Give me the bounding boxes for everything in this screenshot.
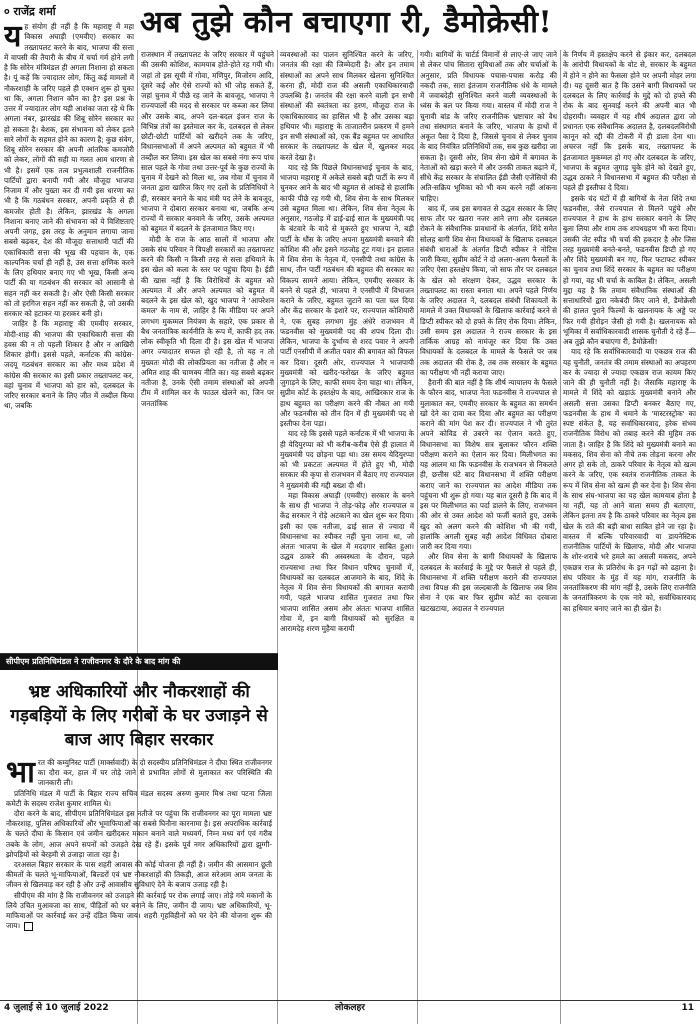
drop-cap: य xyxy=(4,22,22,54)
column-divider xyxy=(417,50,418,1024)
end-mark-icon xyxy=(24,922,33,931)
article-paragraph: इसके चंद घंटों में ही बागियों के नेता शिंदे तथा फडनवीस, जैसे राज्यपाल से मिलने पहुंचे और राज्यपाल ने हाथ के हाथ सरकार बनाने के लिए बुला लिया और शाम तक शपथग्रहण भी करा दिया। उसकी जेट स्पीड भी चर्चा की हकदार है और जिस तरह मुख्यमंत्री बनते-बनते, फडनवीस डिप्टी हो गए और शिंदे मुख्यमंत्री बन गए, फिर फटाफट स्पीकर का चुनाव तथा शिंदे सरकार के बहुमत का परीक्षण हो गया, वह भी चर्चा के काबिल है। लेकिन, असली मुद्दा यह है कि तमाम संवैधानिक संस्थाओं की सत्ताधारियों द्वारा नकेबंदी किए जाने से, डैमोक्रेसी की हालत पुराने फिल्मों के खलनायक के अड्डे पर फिर गयी हीरोइन जैसी हो गयी है। खलनायक को भूमिका में सर्वाधिकारवादी शासक चुनौती दे रहे हैं—अब तुझे कौन बचाएगा री, डैमोक्रेसी! xyxy=(563,193,696,346)
issue-date: 4 जुलाई से 10 जुलाई 2022 xyxy=(4,1003,109,1013)
article-column-4 xyxy=(420,50,557,1026)
article-text: ह संयोग ही नहीं है कि महाराष्ट्र में महा विकास अघाड़ी (एमवीए) सरकार का तख्तापलट करने के बाद, भाजपा की सत्ता में वापसी की तैयारी के बीच में चर्चा गर्म होने लगी है कि सोरेन मंत्रिमंडल ही अगला निशाना हो सकता है। यूं कहें कि ज्यादातर लोग, किंतु कई मामलों में नौकरशाही के जरिए पहले ही एक्शन शुरू हो चुका था कि, अगला निशान कौन का है? इस प्रश्न के उत्तर में ज्यादातर लोग यही आशंका जता रहे थे कि अगला नंबर, झारखंड की शिबू सोरेन सरकार का हो सकता है। बेशक, इस संभावना को लेकर इतने सारे लोगों के सहमत होने का कारण है; कुछ संवेग, शिबू सोरेन सरकार की अपनी आंतरिक कमजोरी को लेकर, लोगों की सही या गलत आम धारणा से भी है। इसमें एक तत्व प्रभुत्वशाली राजनीतिक पार्टियों द्वारा बनायी गयी और मौजूदा भाजपा निजाम में और पुख्ता कर दी गयी इस धारणा का भी है कि गठबंधन सरकार, अपनी प्रकृति से ही कमजोर होती है। लेकिन, झारखंड के अगला निशाना बनाए जाने की संभावना को ये विशिष्टताएं अपनी जगह, इस तरह के अनुमान लगाया जाना सबसे बढ़कर, देश की मौजूदा सत्ताधारी पार्टी की एकाधिकारी सत्ता की भूख की पहचान के, एक काल्पनिक चर्चा ही नहीं है, उस सत्ता क्षणिक करने के लिए हथियार बनाए गए भी भूख, किसी अन्य पार्टी की या गठबंधन की सरकार को आसानी से सहन नहीं कर सकती है। और ऐसी किसी सरकार को तो हरगिज सहन नहीं कर सकती है, जो उसकी सरकार को हटाकर या हराकर बनी हो। xyxy=(4,22,134,318)
news-box xyxy=(0,653,278,996)
article-paragraph: जाहिर है कि महाराष्ट्र की एमवीए सरकार, मोदी-शाह की भाजपा की एकाधिकारी सत्ता की हवस की न तो पहली शिकार है और न आखिरी शिकार होगी। इससे पहले, कर्नाटक की कांग्रेस-जदयू गठबंधन सरकार का और मध्य प्रदेश में कांग्रेस की सरकार का इसी प्रकार तख्तापलट कर, वहां चुनाव में भाजपा को हार को, दलबदल के जरिए सरकार बनाने के लिए जीत में तब्दील किया था, जबकि xyxy=(4,319,134,411)
drop-cap: भा xyxy=(6,755,35,790)
article-paragraph: बाद में, जब इस बगावत से उद्धव सरकार के लिए साफ तौर पर खतरा नजर आने लगा और दलबदल रोकने के संवैधानिक प्रावधानों के अंतर्गत, शिंदे समेत सोलह बागी शिव सेना विधायकों के खिलाफ दलबदल संबंधी धाराओं के अंतर्गत डिप्टी स्पीकर ने नोटिस जारी किया, सुप्रीम कोर्ट ने दो अलग-अलग फैसलों के जरिए ऐसा हस्तक्षेप किया, जो साफ तौर पर दलबदल के खेल को संरक्षण देकर, उद्धव सरकार के तख्तापलट का रास्ता बनाता था। अपने पहले निर्णय के जरिए अदालत ने, दलबदल संबंधी शिकायतों के मामले में उक्त विधायकों के खिलाफ कार्रवाई करने से डिप्टी स्पीकर को दो हफ्ते के लिए रोक दिया। लेकिन, उसी समय इस अदालत ने राज्य सरकार के इस तार्किक आग्रह को नामंजूर कर दिया कि उक्त विधायकों के दलबदल के मामले के फैसले पर जब तक अदालत की रोक है, तब तक सरकार के बहुमत का परीक्षण भी नहीं कराया जाए। xyxy=(420,203,557,377)
byline: ० राजेंद्र शर्मा xyxy=(4,5,56,18)
article-column-1 xyxy=(4,22,134,642)
box-body xyxy=(0,755,278,931)
article-column-3 xyxy=(280,50,414,1026)
article-paragraph: गयी। बागियों के चार्टर्ड विमानों से लाए-ले जाए जाने से लेकर पांच सितारा सुविधाओं तक और चर्चाओं के अनुसार, प्रति विधायक पचास-पचास करोड़ की नकदी तक, सारा इंतजाम राजनीतिक धंधे के मामले में जवाबदेही सुनिश्चित करने वाली व्यवस्थाओं के ध्वंस के बल पर किया गया। वास्तव में मोदी राज ने चुनावी बांड के जरिए राजनीतिक भ्रष्टाचार को वैध तथा संस्थागत बनाने के जरिए, भाजपा के हाथों में अकूत पैसा दे दिया है, जिससे चुनाव से लेकर चुनाव के बाद नियंत्रित प्रतिनिधियों तक, सब कुछ खरीदा जा सकता है। दूसरी ओर, शिव सेना खेमे में बगावत के नेताओं को खड़ा करने में और उनकी ताकत बढ़ाने में, सीधे केंद्र सरकार के संचालित ईडी जैसी एजेंसियों की अति-सक्रिय भूमिका को भी कम करने नहीं आंकना चाहिए। xyxy=(420,50,557,203)
article-paragraph: याद रहे कि सर्वाधिकारवादी या एकछत्र राज की यह चुनौती, जनतंत्र की तमाम संस्थाओं का अपहरण कर के ज्यादा से ज्यादा एकछत्र राज कायम किए जाने की ही चुनौती नहीं है। जैसाकि महाराष्ट्र के मामले में शिंदे को खड़ाऊं मुख्यमंत्री बनाने और असली सत्ता उसका डिप्टी बनकर बैठाए गए, फडनवीस के हाथ में थमाने के 'मास्टरस्ट्रोक' का स्पष्ट संकेत है, यह सर्वाधिकारवाद, हरेक संभव राजनीतिक विरोध को तबाह करने की मुहिम तक जाता है। जाहिर है कि शिंदे को मुख्यमंत्री बनाने का मकसद, शिव सेना को नीचे तक तोड़ना करना और अगर हो सके तो, ठाकरे परिवार के नेतृत्व को खत्म करने के जरिए, एक स्वतंत्र राजनीतिक ताकत के रूप में शिव सेना को खत्म ही कर देना है। शिव सेना के साथ संघ-भाजपा का यह खेल कामयाब होता है या नहीं, यह तो आने वाला समय ही बताएगा, लेकिन इतना तय है कि ठाकरे परिवार का नेतृत्व इस खेल के राते की बड़ी बाधा साबित होने जा रहा है। वास्तव में बल्कि परिवारवादी या डायनेस्टिक राजनीतिक पार्टियों के खिलाफ, मोदी और भाजपा के शोर-शराबे भरे हमले का असली मकसद, अपने एकछत्र राज के प्रतिरोध के इन गढ़ों को ढहाना है। संघ परिवार के मुंह में यह मांग, राजनीति के जनतांत्रिकरण की मांग नहीं है, उसके लिए राजनीति के जनतांत्रिकरण के एक नारे को, सर्वाधिकारवाद का हथियार बनाए जाने का ही खेल है। xyxy=(563,347,696,613)
box-text: रत की कम्युनिस्ट पार्टी (मार्क्सवादी) के दो सदस्यीय प्रतिनिधिमंडल ने दीघा स्थित राजीवनगर का दौरा कर, हाल में घर तोड़े जाने से प्रभावित लोगों से मुलाकात कर परिस्थिति की जानकारी ली। xyxy=(37,758,272,788)
box-paragraph: दरअसल बिहार सरकार के पास शहरी आवास की कोई योजना ही नहीं है। जमीन की आसमान छूती कीमतों के चलते भू-माफियाओं, बिल्डरों एवं भ्रष्ट नौकरशाहों की तिकड़ी, आज सरेआम आम जनता के जीवन से खिलवाड़ कर रही है और उन्हें आवासीय सुविधाएं देने के बजाय उजाड़ रही है। xyxy=(6,860,272,890)
article-paragraph: याद रहे कि इससे पहले कर्नाटक में भी भाजपा के ही येदियुरप्पा को भी करीब-करीब ऐसे ही हालात में मुख्यमंत्री पद छोड़ना पड़ा था। उस समय येदियुरप्पा को भी प्रकटतः अल्पमत में होते हुए भी, मोदी सरकार की कृपा से राजभवन में बैठाए गए राज्यपाल ने मुख्यमंत्री की गद्दी बख्श दी थी। xyxy=(280,429,414,490)
box-kicker: सीपीएम प्रतिनिधिमंडल ने राजीवनगर के दौरे के बाद मांग की xyxy=(0,654,278,670)
newspaper-name: लोकलहर xyxy=(335,1003,365,1013)
article-paragraph: महा विकास अघाड़ी (एमवीए) सरकार के बनने के साथ ही भाजपा ने तोड़-फोड़ और राज्यपाल व केंद्र सरकार ने रोड़े अटकाने का खेल शुरू कर दिया। इसी का एक नतीजा, ढाई साल से ज्यादा में विधानसभा का स्पीकर नहीं चुना जाना था, जो अंततः भाजपा के खेल में मददगार साबित हुआ। उद्धव ठाकरे की अस्वस्थता के दौरान, पहले राज्यसभा तथा फिर विधान परिषद चुनावों में, विधायकों का दलबदल आजमाने के बाद, शिंदे के नेतृत्व में शिव सेना विधायकों की बगावत करायी गयी, पहले भाजपा शासित गुजरात तथा फिर भाजपा शासित असम और अंततः भाजपा शासित गोवा में, इन बागी विधायकों को सुरक्षित व आरामदेह शरण मुहैया करायी xyxy=(280,490,414,633)
box-paragraph: प्रतिनिधि मंडल में पार्टी के बिहार राज्य सचिव मंडल सदस्य अरुण कुमार मिश्र तथा पटना जिला कमेटी के सदस्य राजेश कुमार शामिल थे। xyxy=(6,788,272,808)
box-headline: भ्रष्ट अधिकारियों और नौकरशाहों की गड़बड़ियों के लिए गरीबों के घर उजाड़ने से बाज आए बिहार सरकार xyxy=(10,682,268,750)
article-paragraph: मोदी के राज के आठ सालों में भाजपा और उसके संघ परिवार ने विपक्षी सरकारों का तख्तापलट करने की किसी न किसी तरह से सत्ता हथियाने के इस खेल को कला के स्तर पर पहुंचा दिया है। ईडी की खास नहीं है कि विरोधियों के बहुमत को अल्पमत में और अपने अल्पमत को बहुमत में बदलने के इस खेल को, खुद भाजपा ने 'आपरेशन कमल' के नाम से, जाहिर है कि मीडिया पर अपने लगभग मुकम्मल नियंत्रण के सहारे, एक प्रकार से बैध जनतांत्रिक कार्यनीति के रूप में, काफी हद तक लोक स्वीकृति भी दिला दी है। इस खेल में भाजपा अगर ज्यादातर सफल हो रही है, तो यह न तो मुख्यतः मोदी की लोकप्रियता का नतीजा है और न अमित शाह की चाणक्य नीति का। यह सबसे बढ़कर नतीजा है, उनके ऐसी तमाम संस्थाओं को अपनी टीम में शामिल कर के फाउल खेलने का, जिन पर जनतांत्रिक xyxy=(141,234,274,408)
article-paragraph: और शिव सेना के बागी विधायकों के खिलाफ दलबदल के कार्रवाई के मुद्दे पर फैसले से पहले ही, विधानसभा में शक्ति परीक्षण कराने की राज्यपाल तथा विपक्ष की इस जल्दबाजी के खिलाफ जब शिव सेना ने एक बार फिर सुप्रीम कोर्ट का दरवाजा खटखटाया, अदालत ने राज्यपाल xyxy=(420,552,557,613)
box-paragraph: दौरा करने के बाद, सीपीएम प्रतिनिधिमंडल इस नतीजे पर पहुंचा कि राजीवनगर का पूरा मामला भ्रष्ट नौकरशाह, पुलिस अधिकारियों और भूमाफियाओं का सबसे घिनौना कारनामा है। इस अपराधिक कार्रवाई के चलते दीघा के किसान एवं जमीन खरीदकर मकान बनाने वाले मध्यवर्ग, निम्न मध्य वर्ग एवं गरीब तबके के लोग, आज अपने सपनों को उजड़ते देख रहे हैं। इसके पूर्व नगर अधिकारियों द्वारा झुग्गी-झोपड़ियों को बेरहमी से उजाड़ा जाता रहा है। xyxy=(6,809,272,859)
page-number: 11 xyxy=(681,1003,694,1013)
column-divider xyxy=(560,50,561,1024)
article-paragraph: याद रहे कि पिछले विधानसभाई चुनाव के बाद, भाजपा महाराष्ट्र में अकेले सबसे बड़ी पार्टी के रूप में चुनकर आने के बाद भी बहुमत से आंकड़े से हालांकि काफी पीछे रह गयी थी, शिव सेना के साथ मिलकर उसे बहुमत मिला था। लेकिन, शिव सेना नेतृत्व के अनुसार, गठजोड़ में ढाई-ढाई साल के मुख्यमंत्री पद के बंटवारे के वादे से मुकरते हुए भाजपा ने, बड़ी पार्टी के धौंस के जरिए अपना मुख्यमंत्री बनवाने की कोशिश की और इसने गठजोड़ टूट गया। इन हालात में शिव सेना के नेतृत्व में, एनसीपी तथा कांग्रेस के साथ, तीन पार्टी गठबंधन की बहुमत की सरकार का विकल्प सामने आया। लेकिन, एमवीए सरकार के बनने से पहले ही, भाजपा ने एनसीपी में विभाजन कराने के जरिए, बहुमत जुटाने का पता चल दिया और केंद्र सरकार के इशारे पर, राज्यपाल कोशियारी ने, एक सुबह लगभग मुंह अंधेरे राजभवन में फडनवीस को मुख्यमंत्री पद की शपथ दिला दी। लेकिन, भाजपा के दुर्भाग्य से शरद पवार ने अपनी पार्टी एनसीपी में अजीत पवार की बगावत को विफल कर दिया। दूसरी ओर, राज्यपाल ने भाजपायी मुख्यमंत्री को खरीद-फरोख्त के जरिए बहुमत जुगाड़ने के लिए, काफी समय देना चाहा था। लेकिन, सुप्रीम कोर्ट के हस्तक्षेप के बाद, आखिरकार राज के हाथ बहुमत का परीक्षण करने की नौबत आ गयी और फडनवीस को तीन दिन में ही मुख्यमंत्री पद से इस्तीफा देना पड़ा। xyxy=(280,162,414,428)
article-column-5 xyxy=(563,50,696,1026)
page-footer xyxy=(0,1000,700,1016)
page-title: अब तुझे कौन बचाएगा री, डैमोक्रेसी! xyxy=(140,5,553,40)
article-paragraph: व्यवस्थाओं का पालन सुनिश्चित करने के जरिए, जनतंत्र की रक्षा की जिम्मेदारी है। और इन तमाम संस्थाओं का अपने साथ मिलकर खेलना सुनिश्चित करना ही, मोदी राज की असली एकाधिकारवादी उपलब्धि है। जनतंत्र की रक्षा करने वाली इन सभी संस्थाओं की स्वतंत्रता का हरण, मौजूदा राज के एकाधिकारवाद का हासिल भी है और उसका बड़ा हथियार भी। महाराष्ट्र के ताजातरीन प्रकरण में हमने इन सभी संस्थाओं को, एक बैंड बहुमत पर आधारित सरकार के तख्तापलट के खेल में, खुलकर मदद करते देखा है। xyxy=(280,50,414,162)
article-paragraph: हैरानी की बात नहीं है कि शीर्ष न्यायालय के फैसले के फौरन बाद, भाजपा नेता फडनवीस ने राज्यपाल से मुलाकात कर, एमवीए सरकार के बहुमत का समर्थन खो देने का दावा कर दिया और बहुमत का परीक्षण कराने की मांग पेश कर दी। राज्यपाल ने भी तुरंत अपने कोविड से उबरने का ऐलान करते हुए, विधानसभा का विशेष सत्र बुलाकर फौरन शक्ति परीक्षण कराने का ऐलान कर दिया। मिलीभगत का यह आलम था कि फडनवीस के राजभवन से निकलते ही, छत्तीस घंटे बाद विधानसभा में शक्ति परीक्षण कराए जाने का राज्यपाल का आदेश मीडिया तक पहुंचना भी शुरू हो गया। यह बात दूसरी है कि बाद में इस पर मिलीभगत का पर्दा डालने के लिए, राजभवन की ओर से उक्त आदेश को फर्जी बताते हुए, उसके खुद को अलग करने की कोशिश भी की गयी, हालांकि अगली सुबह वही आदेश विधिवत दोबारा जारी कर दिया गया। xyxy=(420,378,557,551)
article-paragraph: राजस्थान में तख्तापलट के जरिए सरकार में पहुंचने की उसकी कोशिश, कामयाब होते-होते रह गयी थी। जहां तो इस सूची में गोवा, मणिपुर, मिजोरम आदि, दूसरे कई और ऐसे राज्यों को भी जोड़ सकते हैं, जहां चुनाव में पीछे रह जाने के बावजूद, भाजपा ने राज्यपालों की मदद से सरकार पर कब्जा कर लिया और उसके बाद, अपने दल-बदल इंजन राज के विभिन्न तंत्रों का इस्तेमाल कर के, दलबदल से लेकर छोटी-छोटी पार्टियों को खरीदने तक के जरिए, विधानसभाओं में अपने अल्पमत को बहुमत में भी तब्दील कर लिया। इस खेल का सबसे नंगा रूप पांच साल पहले के गोवा तथा उत्तर-पूर्व के कुछ राज्यों के चुनाव में देखने को मिला था, जब गोवा में चुनाव में जनता द्वारा खारिज किए गए दलों के प्रतिनिधियों ने ही, सरकार बनाने के बाद मंत्री पद लेने के बावजूद, भाजपा ने दोबारा सरकार बनाया था, जबकि अन्य राज्यों में सरकार बनवाने के जरिए, उसके अल्पमत को बहुमत में बदलने के इंतजामात किए गए। xyxy=(141,50,274,234)
box-paragraph: सीपीएम की मांग है कि राजीवनगर को उजाड़ने की कार्रवाई पर रोक लगाई जाए। तोड़े गये मकानों के लिये उचित मुआवजा का साथ, पीड़ितों को घर बनाने के लिए, जमीन दी जाय। भ्रष्ट अधिकारियों, भू-माफियाओं पर कार्रवाई कर उन्हें दंडित किया जाय। शहरी गृहविहीनों को घर देने की योजना शुरू की जाय। xyxy=(6,890,272,931)
article-paragraph: के निर्णय में हस्तक्षेप करने से इंकार कर, दलबदल के आरोपी विधायकों के वोट से, सरकार के बहुमत में होने न होने का फैसला होने पर अपनी मोहर लगा दी। यह दूसरी बात है कि उसने बागी विधायकों पर दलबदल के लिए कार्रवाई के मुद्दे को दो हफ्ते की रोक के बाद सुनवाई करने की अपनी बात भी दोहरायी। व्यवहार में यह शीर्ष अदालत द्वारा जो प्रधानतः एक संवैधानिक अदालत है, दलबदलविरोधी कानून को रद्दी की टोकरी में ही डाला देना था। अचरज नहीं कि इसके बाद, तख्तापलट के इंतजामात मुकम्मल हो गए और दलबदल के जरिए, भाजपा के बहुमत जुगाड़ चुके होने को देखते हुए, उद्धव ठाकरे ने विधानसभा में बहुमत की परीक्षा से पहले ही इस्तीफा दे दिया। xyxy=(563,50,696,193)
